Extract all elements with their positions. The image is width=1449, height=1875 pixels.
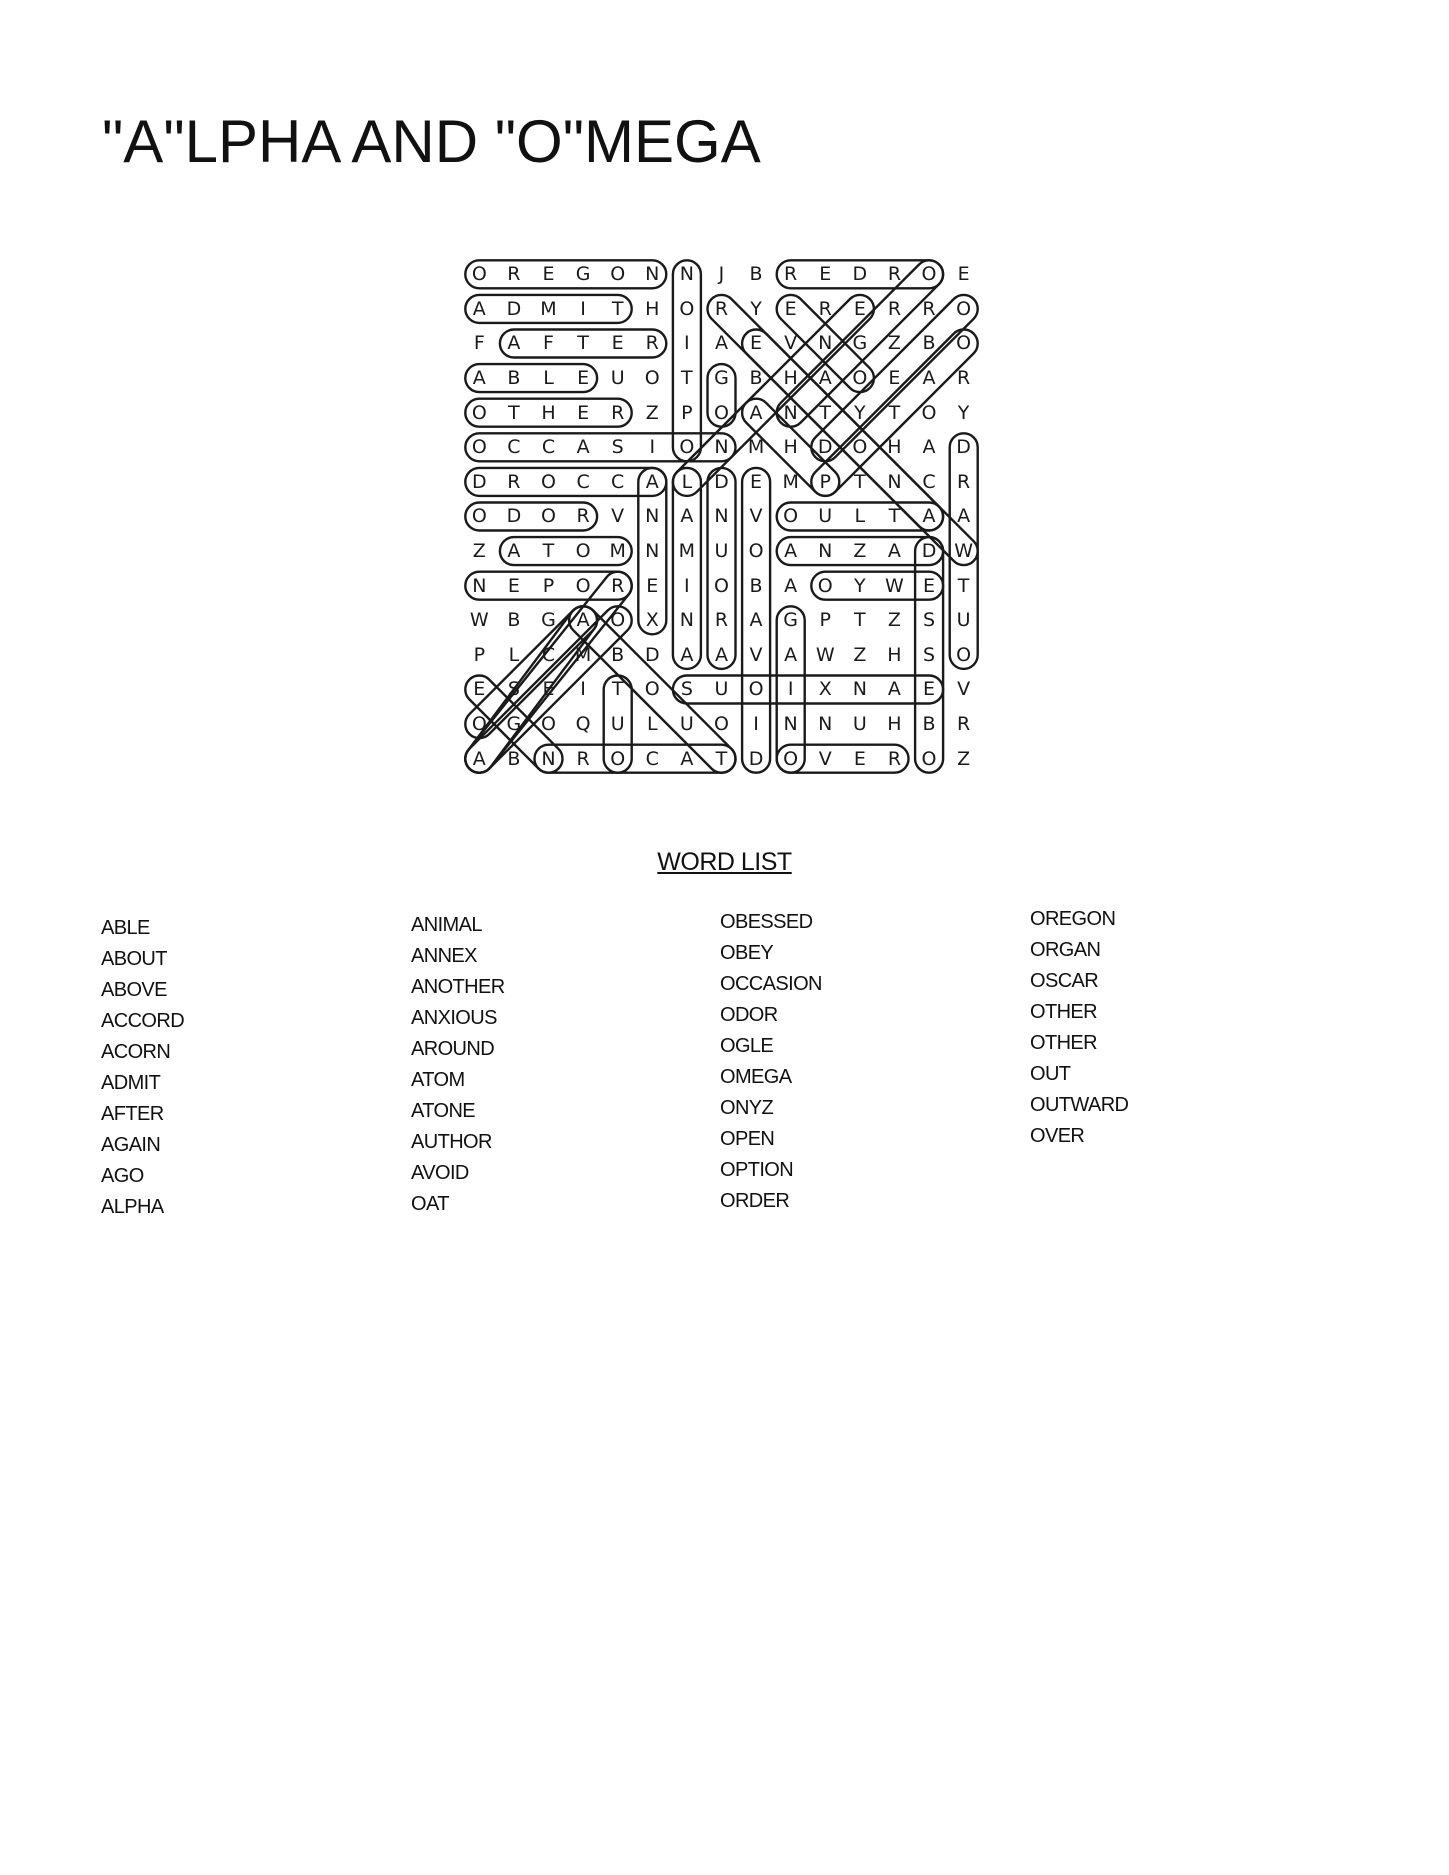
grid-letter: D — [852, 263, 868, 286]
grid-letter: O — [575, 540, 591, 563]
grid-letter: G — [506, 713, 522, 736]
word-list-item: OREGON — [1030, 908, 1116, 930]
grid-letter: H — [783, 367, 798, 390]
grid-letter: R — [957, 713, 971, 736]
grid-letter: I — [684, 332, 690, 355]
grid-letter: R — [957, 367, 971, 390]
grid-letter: R — [576, 505, 590, 528]
word-list-item: OVER — [1030, 1125, 1085, 1147]
grid-letter: H — [887, 643, 902, 666]
grid-letter: U — [852, 713, 867, 736]
grid-letter: A — [784, 540, 798, 563]
grid-letter: H — [541, 401, 556, 424]
grid-letter: W — [885, 574, 904, 597]
grid-letter: A — [818, 367, 832, 390]
grid-letter: A — [680, 505, 694, 528]
grid-letter: A — [576, 609, 590, 632]
grid-letter: S — [507, 678, 520, 701]
word-list-item: ADMIT — [101, 1072, 161, 1094]
word-list-item: AVOID — [411, 1162, 469, 1184]
grid-letter: B — [507, 367, 521, 390]
grid-letter: L — [646, 713, 658, 736]
grid-letter: O — [644, 367, 660, 390]
found-word-loop — [500, 330, 666, 358]
word-list-item: ANNEX — [411, 945, 477, 967]
grid-letter: N — [645, 540, 660, 563]
grid-letter: O — [956, 332, 972, 355]
found-word-loop — [462, 601, 603, 777]
word-list-item: ORDER — [720, 1190, 790, 1212]
grid-letter: A — [922, 505, 936, 528]
grid-letter: U — [714, 678, 729, 701]
grid-letter: A — [887, 678, 901, 701]
grid-letter: P — [819, 470, 831, 493]
word-search-puzzle — [462, 257, 982, 769]
grid-letter: A — [680, 643, 694, 666]
grid-letter: D — [471, 470, 487, 493]
grid-letter: N — [645, 505, 660, 528]
grid-letter: A — [922, 436, 936, 459]
grid-letter: F — [473, 332, 485, 355]
grid-letter: A — [784, 574, 798, 597]
grid-letter: O — [610, 747, 626, 770]
grid-letter: C — [541, 436, 556, 459]
grid-letter: V — [611, 505, 625, 528]
grid-letter: A — [887, 540, 901, 563]
grid-letter: B — [507, 609, 521, 632]
grid-letter: E — [957, 263, 970, 286]
grid-letter: N — [714, 505, 729, 528]
grid-letter: E — [577, 401, 590, 424]
grid-letter: N — [818, 713, 833, 736]
grid-letter: Z — [957, 747, 971, 770]
found-word-loop — [465, 433, 735, 461]
found-word-loop — [673, 260, 701, 461]
grid-letter: N — [679, 609, 694, 632]
grid-letter: O — [713, 574, 729, 597]
found-word-loop — [811, 572, 943, 600]
grid-letter: N — [818, 332, 833, 355]
grid-letter: A — [576, 436, 590, 459]
grid-letter: N — [818, 540, 833, 563]
grid-letter: T — [611, 678, 624, 701]
found-word-loop — [465, 399, 631, 427]
word-list-item: ATONE — [411, 1100, 476, 1122]
grid-letter: W — [954, 540, 973, 563]
grid-letter: S — [922, 643, 936, 666]
found-word-loop — [500, 537, 632, 565]
found-word-loop — [465, 295, 631, 323]
grid-letter: E — [853, 297, 866, 320]
grid-letter: D — [956, 436, 971, 459]
grid-letter: O — [471, 436, 487, 459]
found-word-loop — [465, 503, 597, 531]
grid-letter: E — [542, 678, 555, 701]
word-list-item: OUT — [1030, 1063, 1071, 1085]
grid-letter: N — [714, 436, 729, 459]
grid-letter: T — [715, 747, 728, 770]
grid-letter: W — [469, 609, 489, 632]
word-list-item: OPEN — [720, 1128, 775, 1150]
word-list-item: ATOM — [411, 1069, 465, 1091]
found-word-loop — [604, 676, 632, 773]
word-list-item: AGO — [101, 1165, 144, 1187]
word-list-item: AUTHOR — [411, 1131, 492, 1153]
grid-letter: E — [507, 574, 520, 597]
grid-letter: N — [783, 713, 798, 736]
grid-letter: B — [749, 574, 763, 597]
grid-letter: U — [610, 713, 625, 736]
grid-letter: E — [542, 263, 555, 286]
grid-letter: I — [753, 713, 759, 736]
grid-letter: D — [921, 540, 937, 563]
grid-letter: P — [681, 401, 693, 424]
grid-letter: B — [922, 332, 936, 355]
grid-letter: M — [747, 436, 765, 459]
grid-letter: G — [541, 609, 556, 632]
grid-letter: A — [472, 297, 486, 320]
grid-letter: R — [645, 332, 659, 355]
word-list-column-4 — [1030, 904, 1128, 1152]
grid-letter: D — [748, 747, 764, 770]
found-word-loop — [950, 433, 978, 669]
grid-letter: U — [610, 367, 625, 390]
grid-letter: E — [473, 678, 486, 701]
grid-letter: R — [507, 263, 521, 286]
grid-letter: B — [922, 713, 936, 736]
grid-letter: N — [783, 401, 798, 424]
grid-letter: E — [819, 263, 832, 286]
found-word-loop — [771, 289, 880, 398]
grid-letter: O — [817, 574, 833, 597]
grid-letter: H — [887, 713, 902, 736]
grid-letter: C — [541, 643, 556, 666]
word-list-item: ONYZ — [720, 1097, 774, 1119]
grid-letter: T — [854, 470, 866, 493]
grid-letter: V — [749, 643, 763, 666]
grid-letter: C — [645, 747, 659, 770]
grid-letter: R — [714, 297, 729, 320]
grid-letter: R — [957, 470, 971, 493]
word-list-item: ACCORD — [101, 1010, 185, 1032]
word-list-item: AGAIN — [101, 1134, 161, 1156]
grid-letter: I — [580, 297, 586, 320]
grid-letter: O — [748, 678, 764, 701]
grid-letter: O — [852, 436, 868, 459]
grid-letter: A — [507, 540, 521, 563]
grid-letter: O — [541, 505, 556, 528]
grid-letter: O — [679, 436, 695, 459]
grid-letter: G — [714, 367, 729, 390]
grid-letter: E — [577, 367, 590, 390]
grid-letter: S — [611, 436, 624, 459]
word-list-column-3 — [720, 907, 822, 1217]
grid-letter: O — [644, 678, 660, 701]
word-list-column-1 — [101, 913, 184, 1223]
grid-letter: Z — [645, 401, 659, 424]
found-word-loop — [465, 260, 666, 288]
grid-letter: C — [611, 470, 625, 493]
grid-letter: A — [749, 609, 763, 632]
grid-letter: D — [506, 505, 522, 528]
grid-letter: B — [749, 263, 763, 286]
found-word-loop — [667, 289, 880, 502]
found-word-loop — [736, 393, 845, 502]
grid-letter: G — [783, 609, 798, 632]
grid-letter: I — [580, 678, 586, 701]
grid-letter: U — [818, 505, 833, 528]
found-word-loop — [702, 289, 949, 536]
grid-letter: H — [645, 297, 660, 320]
grid-letter: O — [921, 401, 937, 424]
grid-letter: A — [784, 643, 798, 666]
grid-letter: R — [784, 263, 798, 286]
grid-letter: Y — [854, 401, 866, 424]
grid-letter: Z — [887, 332, 901, 355]
word-list-item: ABLE — [101, 917, 150, 939]
word-list-item: ANOTHER — [411, 976, 505, 998]
grid-letter: T — [888, 505, 901, 528]
grid-letter: R — [922, 297, 936, 320]
page-title: "A"LPHA AND "O"MEGA — [102, 108, 761, 175]
word-list-heading: WORD LIST — [657, 848, 792, 876]
grid-letter: D — [817, 436, 833, 459]
grid-letter: D — [644, 643, 660, 666]
grid-letter: Q — [575, 713, 591, 736]
word-list-item: AFTER — [101, 1103, 164, 1125]
grid-letter: N — [645, 263, 660, 286]
grid-letter: L — [681, 470, 693, 493]
grid-letter: A — [714, 332, 728, 355]
grid-letter: O — [471, 713, 487, 736]
grid-letter: M — [609, 540, 626, 563]
grid-letter: Z — [887, 609, 901, 632]
grid-letter: E — [646, 574, 659, 597]
grid-letter: O — [783, 505, 799, 528]
found-word-loop — [465, 468, 666, 496]
word-list-item: OMEGA — [720, 1066, 792, 1088]
grid-letter: O — [541, 470, 556, 493]
grid-letter: C — [576, 470, 590, 493]
grid-letter: M — [678, 540, 696, 563]
grid-letter: O — [921, 263, 937, 286]
grid-letter: P — [473, 643, 486, 666]
grid-letter: O — [679, 297, 695, 320]
word-list-item: ACORN — [101, 1041, 171, 1063]
grid-letter: G — [852, 332, 868, 355]
grid-letter: I — [684, 574, 690, 597]
word-list-item: OSCAR — [1030, 970, 1099, 992]
grid-letter: G — [575, 263, 591, 286]
grid-letter: T — [577, 332, 589, 355]
grid-letter: O — [610, 263, 626, 286]
grid-letter: T — [542, 540, 555, 563]
grid-letter: O — [713, 713, 729, 736]
grid-letter: R — [507, 470, 521, 493]
grid-letter: R — [611, 574, 625, 597]
word-list-item: OCCASION — [720, 973, 822, 995]
grid-letter: S — [922, 609, 936, 632]
grid-letter: H — [783, 436, 798, 459]
word-list-item: ORGAN — [1030, 939, 1101, 961]
word-list-item: ODOR — [720, 1004, 778, 1026]
found-word-loop — [465, 364, 597, 392]
grid-letter: M — [574, 643, 592, 666]
grid-letter: E — [611, 332, 624, 355]
grid-letter: O — [575, 574, 591, 597]
grid-letter: T — [888, 401, 901, 424]
grid-letter: O — [852, 367, 868, 390]
grid-letter: Y — [750, 297, 762, 320]
grid-letter: N — [472, 574, 487, 597]
grid-letter: E — [750, 332, 763, 355]
grid-letter: E — [888, 367, 901, 390]
word-list-item: OTHER — [1030, 1001, 1098, 1023]
grid-letter: V — [784, 332, 798, 355]
grid-letter: O — [713, 401, 729, 424]
grid-letter: X — [818, 678, 832, 701]
grid-letter: A — [507, 332, 521, 355]
grid-letter: N — [852, 678, 867, 701]
grid-letter: A — [472, 367, 486, 390]
grid-letter: A — [714, 643, 728, 666]
word-list-item: ALPHA — [101, 1196, 164, 1218]
grid-letter: H — [887, 436, 902, 459]
grid-letter: I — [649, 436, 656, 459]
found-word-loop — [777, 745, 909, 773]
grid-letter: B — [611, 643, 625, 666]
grid-letter: T — [611, 297, 624, 320]
grid-letter: O — [956, 643, 972, 666]
grid-letter: U — [956, 609, 971, 632]
grid-letter: O — [541, 713, 556, 736]
word-list-item: ABOUT — [101, 948, 167, 970]
grid-letter: P — [542, 574, 555, 597]
grid-letter: A — [749, 401, 763, 424]
word-list-item: ANXIOUS — [411, 1007, 497, 1029]
word-list-item: OGLE — [720, 1035, 774, 1057]
grid-letter: O — [748, 540, 764, 563]
found-word-loop — [742, 468, 770, 773]
grid-letter: D — [506, 297, 522, 320]
word-list-item: ABOVE — [101, 979, 167, 1001]
grid-letter: T — [819, 401, 832, 424]
word-list-item: OBEY — [720, 942, 774, 964]
grid-letter: Z — [472, 540, 486, 563]
grid-letter: R — [887, 297, 902, 320]
grid-letter: D — [714, 470, 729, 493]
grid-letter: O — [921, 747, 937, 770]
grid-letter: Z — [853, 540, 867, 563]
grid-letter: R — [714, 609, 729, 632]
grid-letter: T — [508, 401, 520, 424]
grid-letter: R — [611, 401, 625, 424]
grid-letter: L — [508, 643, 520, 666]
found-word-loop — [708, 468, 736, 669]
found-word-loop — [673, 468, 701, 669]
grid-letter: O — [471, 505, 487, 528]
grid-letter: R — [887, 263, 902, 286]
word-list-item: OAT — [411, 1193, 449, 1215]
grid-letter: E — [853, 747, 866, 770]
grid-letter: O — [471, 263, 487, 286]
word-list-item: OBESSED — [720, 911, 813, 933]
grid-letter: O — [783, 747, 799, 770]
grid-letter: S — [680, 678, 693, 701]
grid-letter: L — [854, 505, 866, 528]
grid-letter: R — [887, 747, 902, 770]
grid-letter: V — [957, 678, 971, 701]
grid-letter: A — [922, 367, 936, 390]
grid-letter: T — [957, 574, 970, 597]
word-list-item: OTHER — [1030, 1032, 1098, 1054]
grid-letter: V — [749, 505, 763, 528]
grid-letter: A — [472, 747, 486, 770]
grid-letter: E — [750, 470, 763, 493]
word-list-item: AROUND — [411, 1038, 495, 1060]
grid-letter: V — [818, 747, 832, 770]
grid-letter: Y — [854, 574, 866, 597]
grid-letter: X — [645, 609, 659, 632]
grid-letter: C — [507, 436, 521, 459]
grid-letter: T — [854, 609, 866, 632]
grid-letter: N — [541, 747, 556, 770]
grid-letter: U — [679, 713, 694, 736]
word-list-item: OUTWARD — [1030, 1094, 1129, 1116]
grid-letter: C — [922, 470, 936, 493]
grid-letter: U — [714, 540, 729, 563]
grid-letter: B — [507, 747, 521, 770]
grid-letter: N — [887, 470, 902, 493]
grid-letter: I — [787, 678, 794, 701]
grid-letter: J — [718, 263, 725, 286]
grid-letter: A — [645, 470, 659, 493]
grid-letter: Y — [957, 401, 970, 424]
grid-letter: Z — [853, 643, 867, 666]
found-word-loop — [736, 324, 982, 571]
found-word-loops — [462, 257, 982, 777]
grid-letter: A — [957, 505, 971, 528]
grid-letter: A — [680, 747, 694, 770]
grid-letter: B — [749, 367, 763, 390]
grid-letter: R — [818, 297, 832, 320]
grid-letter: O — [610, 609, 626, 632]
word-list-item: ANIMAL — [411, 914, 482, 936]
found-word-loop — [673, 676, 943, 704]
grid-letter: N — [679, 263, 694, 286]
grid-letter: T — [681, 367, 693, 390]
found-word-loop — [535, 745, 736, 773]
grid-letter: O — [956, 297, 972, 320]
word-list-item: OPTION — [720, 1159, 794, 1181]
grid-letter: E — [784, 297, 797, 320]
grid-letter: R — [576, 747, 590, 770]
grid-letter: W — [815, 643, 835, 666]
grid-letter: L — [543, 367, 554, 390]
grid-letter: O — [471, 401, 487, 424]
grid-letter: F — [543, 332, 554, 355]
grid-letter: E — [923, 678, 936, 701]
grid-letter: M — [540, 297, 557, 320]
grid-letter: E — [923, 574, 936, 597]
word-list-column-2 — [411, 910, 505, 1220]
grid-letter: M — [782, 470, 799, 493]
grid-letter: P — [819, 609, 831, 632]
